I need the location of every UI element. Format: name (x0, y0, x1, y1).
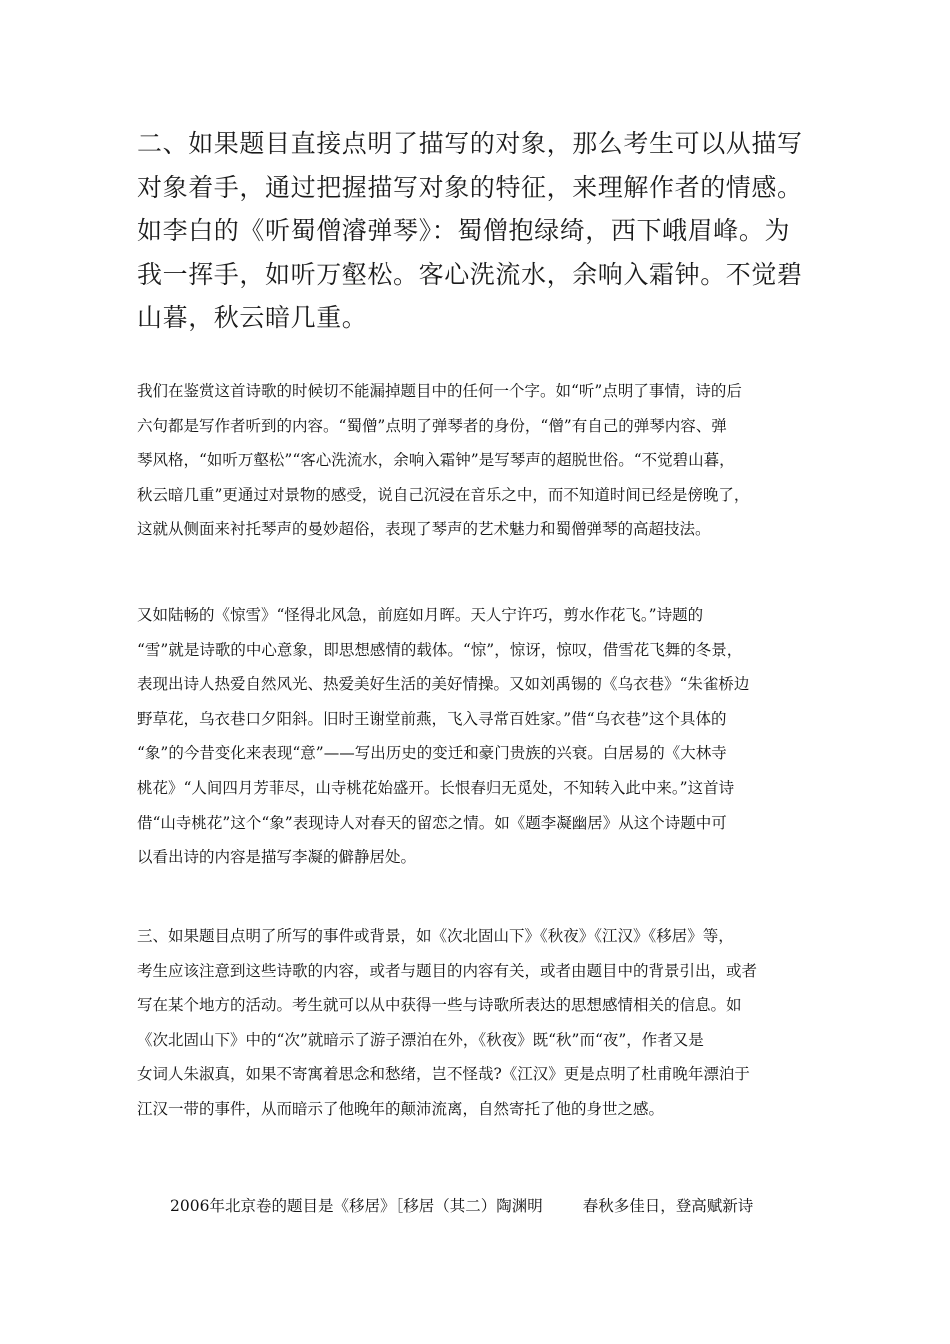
text-line: 江汉一带的事件，从而暗示了他晚年的颠沛流离，自然寄托了他的身世之感。 (137, 1099, 665, 1118)
text-line: 表现出诗人热爱自然风光、热爱美好生活的美好情操。又如刘禹锡的《乌衣巷》“朱雀桥边 (137, 675, 750, 694)
text-line: 借“山寺桃花”这个“象”表现诗人对春天的留恋之情。如《题李凝幽居》从这个诗题中可 (137, 813, 727, 832)
text-line: 琴风格，“如听万壑松”“客心洗流水，余响入霜钟”是写琴声的超脱世俗。“不觉碧山暮， (137, 451, 735, 470)
text-line: 秋云暗几重”更通过对景物的感受，说自己沉浸在音乐之中，而不知道时间已经是傍晚了， (137, 485, 750, 504)
heading-line: 对象着手，通过把握描写对象的特征，来理解作者的情感。 (137, 172, 803, 202)
text-line: 以看出诗的内容是描写李凝的僻静居处。 (137, 848, 417, 867)
text-line: “象”的今昔变化来表现“意”——写出历史的变迁和豪门贵族的兴衰。白居易的《大林寺 (137, 744, 727, 763)
text-line: 野草花，乌衣巷口夕阳斜。旧时王谢堂前燕，飞入寻常百姓家。”借“乌衣巷”这个具体的 (137, 709, 727, 728)
text-line: 这就从侧面来衬托琴声的曼妙超俗，表现了琴声的艺术魅力和蜀僧弹琴的高超技法。 (137, 520, 711, 539)
section-two-heading (137, 122, 827, 340)
text-line: 桃花》“人间四月芳菲尽，山寺桃花始盛开。长恨春归无觅处，不知转入此中来。”这首诗 (137, 778, 735, 797)
section-three-paragraph (137, 919, 827, 1127)
text-line (137, 1192, 827, 1220)
text-line: 写在某个地方的活动。考生就可以从中获得一些与诗歌所表达的思想感情相关的信息。如 (137, 996, 742, 1015)
paragraph-beijing-exam (137, 1192, 827, 1220)
text-line: 考生应该注意到这些诗歌的内容，或者与题目的内容有关，或者由题目中的背景引出，或者 (137, 961, 758, 980)
text-line: 三、如果题目点明了所写的事件或背景，如《次北固山下》《秋夜》《江汉》《移居》等， (137, 927, 734, 945)
heading-line: 如李白的《听蜀僧濬弹琴》：蜀僧抱绿绮，西下峨眉峰。为 (137, 216, 791, 245)
heading-line: 二、如果题目直接点明了描写的对象，那么考生可以从描写 (137, 129, 803, 158)
text-line: 又如陆畅的《惊雪》“怪得北风急，前庭如月晖。天人宁许巧，剪水作花飞。”诗题的 (137, 606, 704, 624)
exam-intro-text: 2006年北京卷的题目是《移居》［移居（其二）陶渊明 (170, 1197, 543, 1215)
text-line: 我们在鉴赏这首诗歌的时候切不能漏掉题目中的任何一个字。如“听”点明了事情，诗的后 (137, 382, 742, 400)
heading-line: 山暮，秋云暗几重。 (137, 303, 368, 332)
poem-opening-text: 春秋多佳日，登高赋新诗 (582, 1197, 754, 1215)
heading-line: 我一挥手，如听万壑松。客心洗流水，余响入霜钟。不觉碧 (137, 259, 803, 289)
text-line: 女词人朱淑真，如果不寄寓着思念和愁绪，岂不怪哉?《江汉》更是点明了杜甫晚年漂泊于 (137, 1065, 750, 1084)
paragraph-analysis-li-bai (137, 374, 827, 547)
paragraph-more-examples (137, 598, 827, 875)
text-line: “雪”就是诗歌的中心意象，即思想感情的载体。“惊”，惊讶，惊叹，借雪花飞舞的冬景， (137, 640, 743, 659)
text-line: 《次北固山下》中的“次”就暗示了游子漂泊在外，《秋夜》既“秋”而“夜”，作者又是 (137, 1030, 704, 1049)
text-line: 六句都是写作者听到的内容。“蜀僧”点明了弹琴者的身份，“僧”有自己的弹琴内容、弹 (137, 416, 727, 435)
